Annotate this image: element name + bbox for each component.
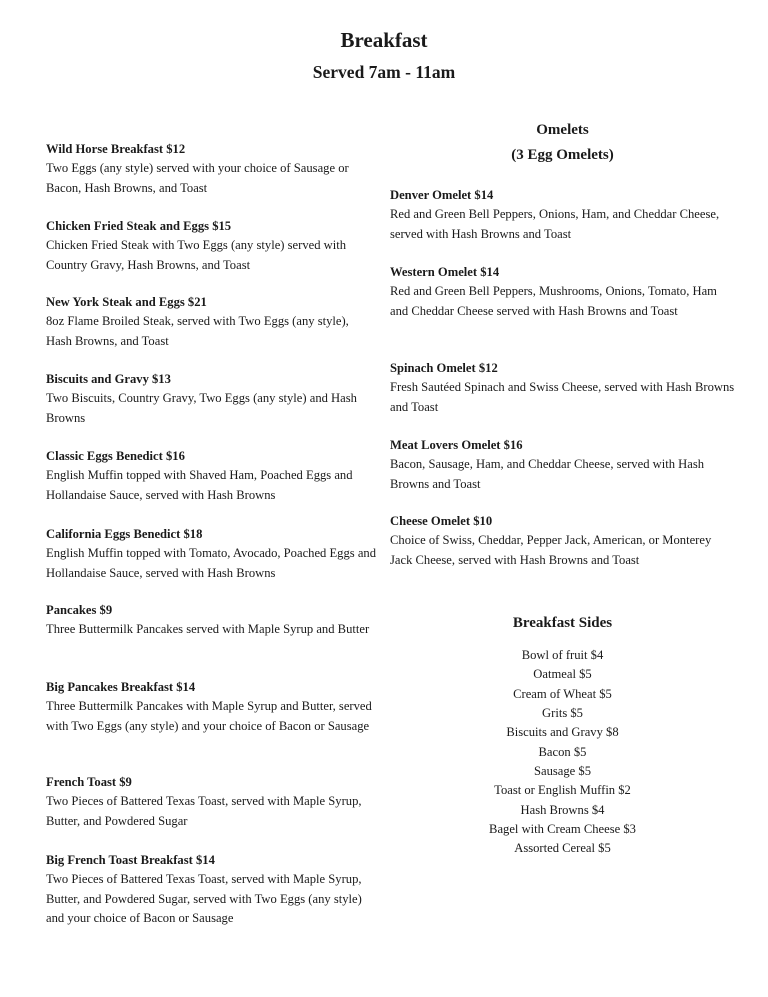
menu-item xyxy=(390,263,735,321)
menu-item xyxy=(46,601,376,640)
menu-item-description: Fresh Sautéed Spinach and Swiss Cheese, served with Hash Browns and Toast xyxy=(390,380,735,414)
menu-item xyxy=(390,186,735,244)
menu-item xyxy=(46,525,376,583)
menu-item xyxy=(46,370,376,428)
menu-item-description: Red and Green Bell Peppers, Mushrooms, Onions, Tomato, Ham and Cheddar Cheese served with Hash Browns and Toast xyxy=(390,284,717,318)
menu-item-name: Wild Horse Breakfast $12 xyxy=(46,142,186,156)
side-item: Biscuits and Gravy $8 xyxy=(506,725,619,740)
side-item: Hash Browns $4 xyxy=(520,802,605,817)
side-item: Bagel with Cream Cheese $3 xyxy=(489,822,636,837)
menu-item-description: Two Eggs (any style) served with your choice of Sausage or Bacon, Hash Browns, and Toast xyxy=(46,161,349,195)
side-item: Assorted Cereal $5 xyxy=(514,841,611,856)
menu-item-description: Bacon, Sausage, Ham, and Cheddar Cheese, served with Hash Browns and Toast xyxy=(390,457,705,491)
menu-item-name: Big French Toast Breakfast $14 xyxy=(46,853,215,867)
side-item: Toast or English Muffin $2 xyxy=(494,783,631,798)
menu-item-description: Red and Green Bell Peppers, Onions, Ham, and Cheddar Cheese, served with Hash Browns and Toast xyxy=(390,207,720,241)
menu-item-name: California Eggs Benedict $18 xyxy=(46,527,203,541)
sides-heading: Breakfast Sides xyxy=(512,615,613,631)
menu-item-description: Three Buttermilk Pancakes with Maple Syrup and Butter, served with Two Eggs (any style) and your choice of Bacon or Sausage xyxy=(46,699,372,733)
menu-item xyxy=(46,773,376,831)
menu-item xyxy=(390,436,735,494)
omelets-heading: Omelets xyxy=(536,122,589,138)
side-item: Bowl of fruit $4 xyxy=(521,648,604,662)
side-item: Sausage $5 xyxy=(533,764,591,779)
menu-item-name: Pancakes $9 xyxy=(46,603,113,617)
menu-item-description: 8oz Flame Broiled Steak, served with Two Eggs (any style), Hash Browns, and Toast xyxy=(46,314,349,348)
side-item: Cream of Wheat $5 xyxy=(513,686,612,701)
menu-item xyxy=(46,678,376,736)
menu-item-description: Chicken Fried Steak with Two Eggs (any style) served with Country Gravy, Hash Browns, and Toast xyxy=(46,238,347,272)
side-item: Bacon $5 xyxy=(538,744,587,759)
menu-item-description: English Muffin topped with Tomato, Avocado, Poached Eggs and Hollandaise Sauce, served with Hash Browns xyxy=(46,546,377,580)
menu-item-name: Biscuits and Gravy $13 xyxy=(46,372,171,386)
menu-item xyxy=(46,447,376,505)
menu-item-name: Spinach Omelet $12 xyxy=(390,361,498,375)
side-item: Grits $5 xyxy=(542,706,583,721)
menu-item-name: Chicken Fried Steak and Eggs $15 xyxy=(46,219,232,233)
menu-item-description: English Muffin topped with Shaved Ham, Poached Eggs and Hollandaise Sauce, served with Hash Browns xyxy=(46,468,353,502)
menu-item-description: Two Pieces of Battered Texas Toast, served with Maple Syrup, Butter, and Powdered Sugar xyxy=(46,794,362,828)
menu-item-description: Two Pieces of Battered Texas Toast, served with Maple Syrup, Butter, and Powdered Sugar, served with Two Eggs (any style) and your choice of Bacon or Sausage xyxy=(46,872,362,926)
page-title: Breakfast xyxy=(340,28,428,52)
menu-item xyxy=(46,293,376,351)
menu-item xyxy=(46,851,376,929)
menu-item xyxy=(390,359,735,417)
menu-item-name: French Toast $9 xyxy=(46,775,132,789)
menu-item-name: Denver Omelet $14 xyxy=(390,188,494,202)
menu-item-name: Cheese Omelet $10 xyxy=(390,514,493,528)
menu-item-name: Big Pancakes Breakfast $14 xyxy=(46,680,196,694)
omelets-subheading: (3 Egg Omelets) xyxy=(511,147,614,163)
menu-item-description: Two Biscuits, Country Gravy, Two Eggs (any style) and Hash Browns xyxy=(46,391,357,425)
menu-item-name: New York Steak and Eggs $21 xyxy=(46,295,207,309)
side-item: Oatmeal $5 xyxy=(533,667,592,682)
menu-item-name: Meat Lovers Omelet $16 xyxy=(390,438,523,452)
menu-item-name: Western Omelet $14 xyxy=(390,265,500,279)
menu-item xyxy=(46,140,376,198)
menu-item-description: Choice of Swiss, Cheddar, Pepper Jack, American, or Monterey Jack Cheese, served with Hash Browns and Toast xyxy=(390,533,712,567)
menu-item-description: Three Buttermilk Pancakes served with Maple Syrup and Butter xyxy=(46,622,370,637)
menu-item xyxy=(390,512,735,570)
page-subtitle: Served 7am - 11am xyxy=(312,62,456,82)
menu-item xyxy=(46,217,376,275)
menu-item-name: Classic Eggs Benedict $16 xyxy=(46,449,185,463)
sides-list xyxy=(390,646,735,859)
